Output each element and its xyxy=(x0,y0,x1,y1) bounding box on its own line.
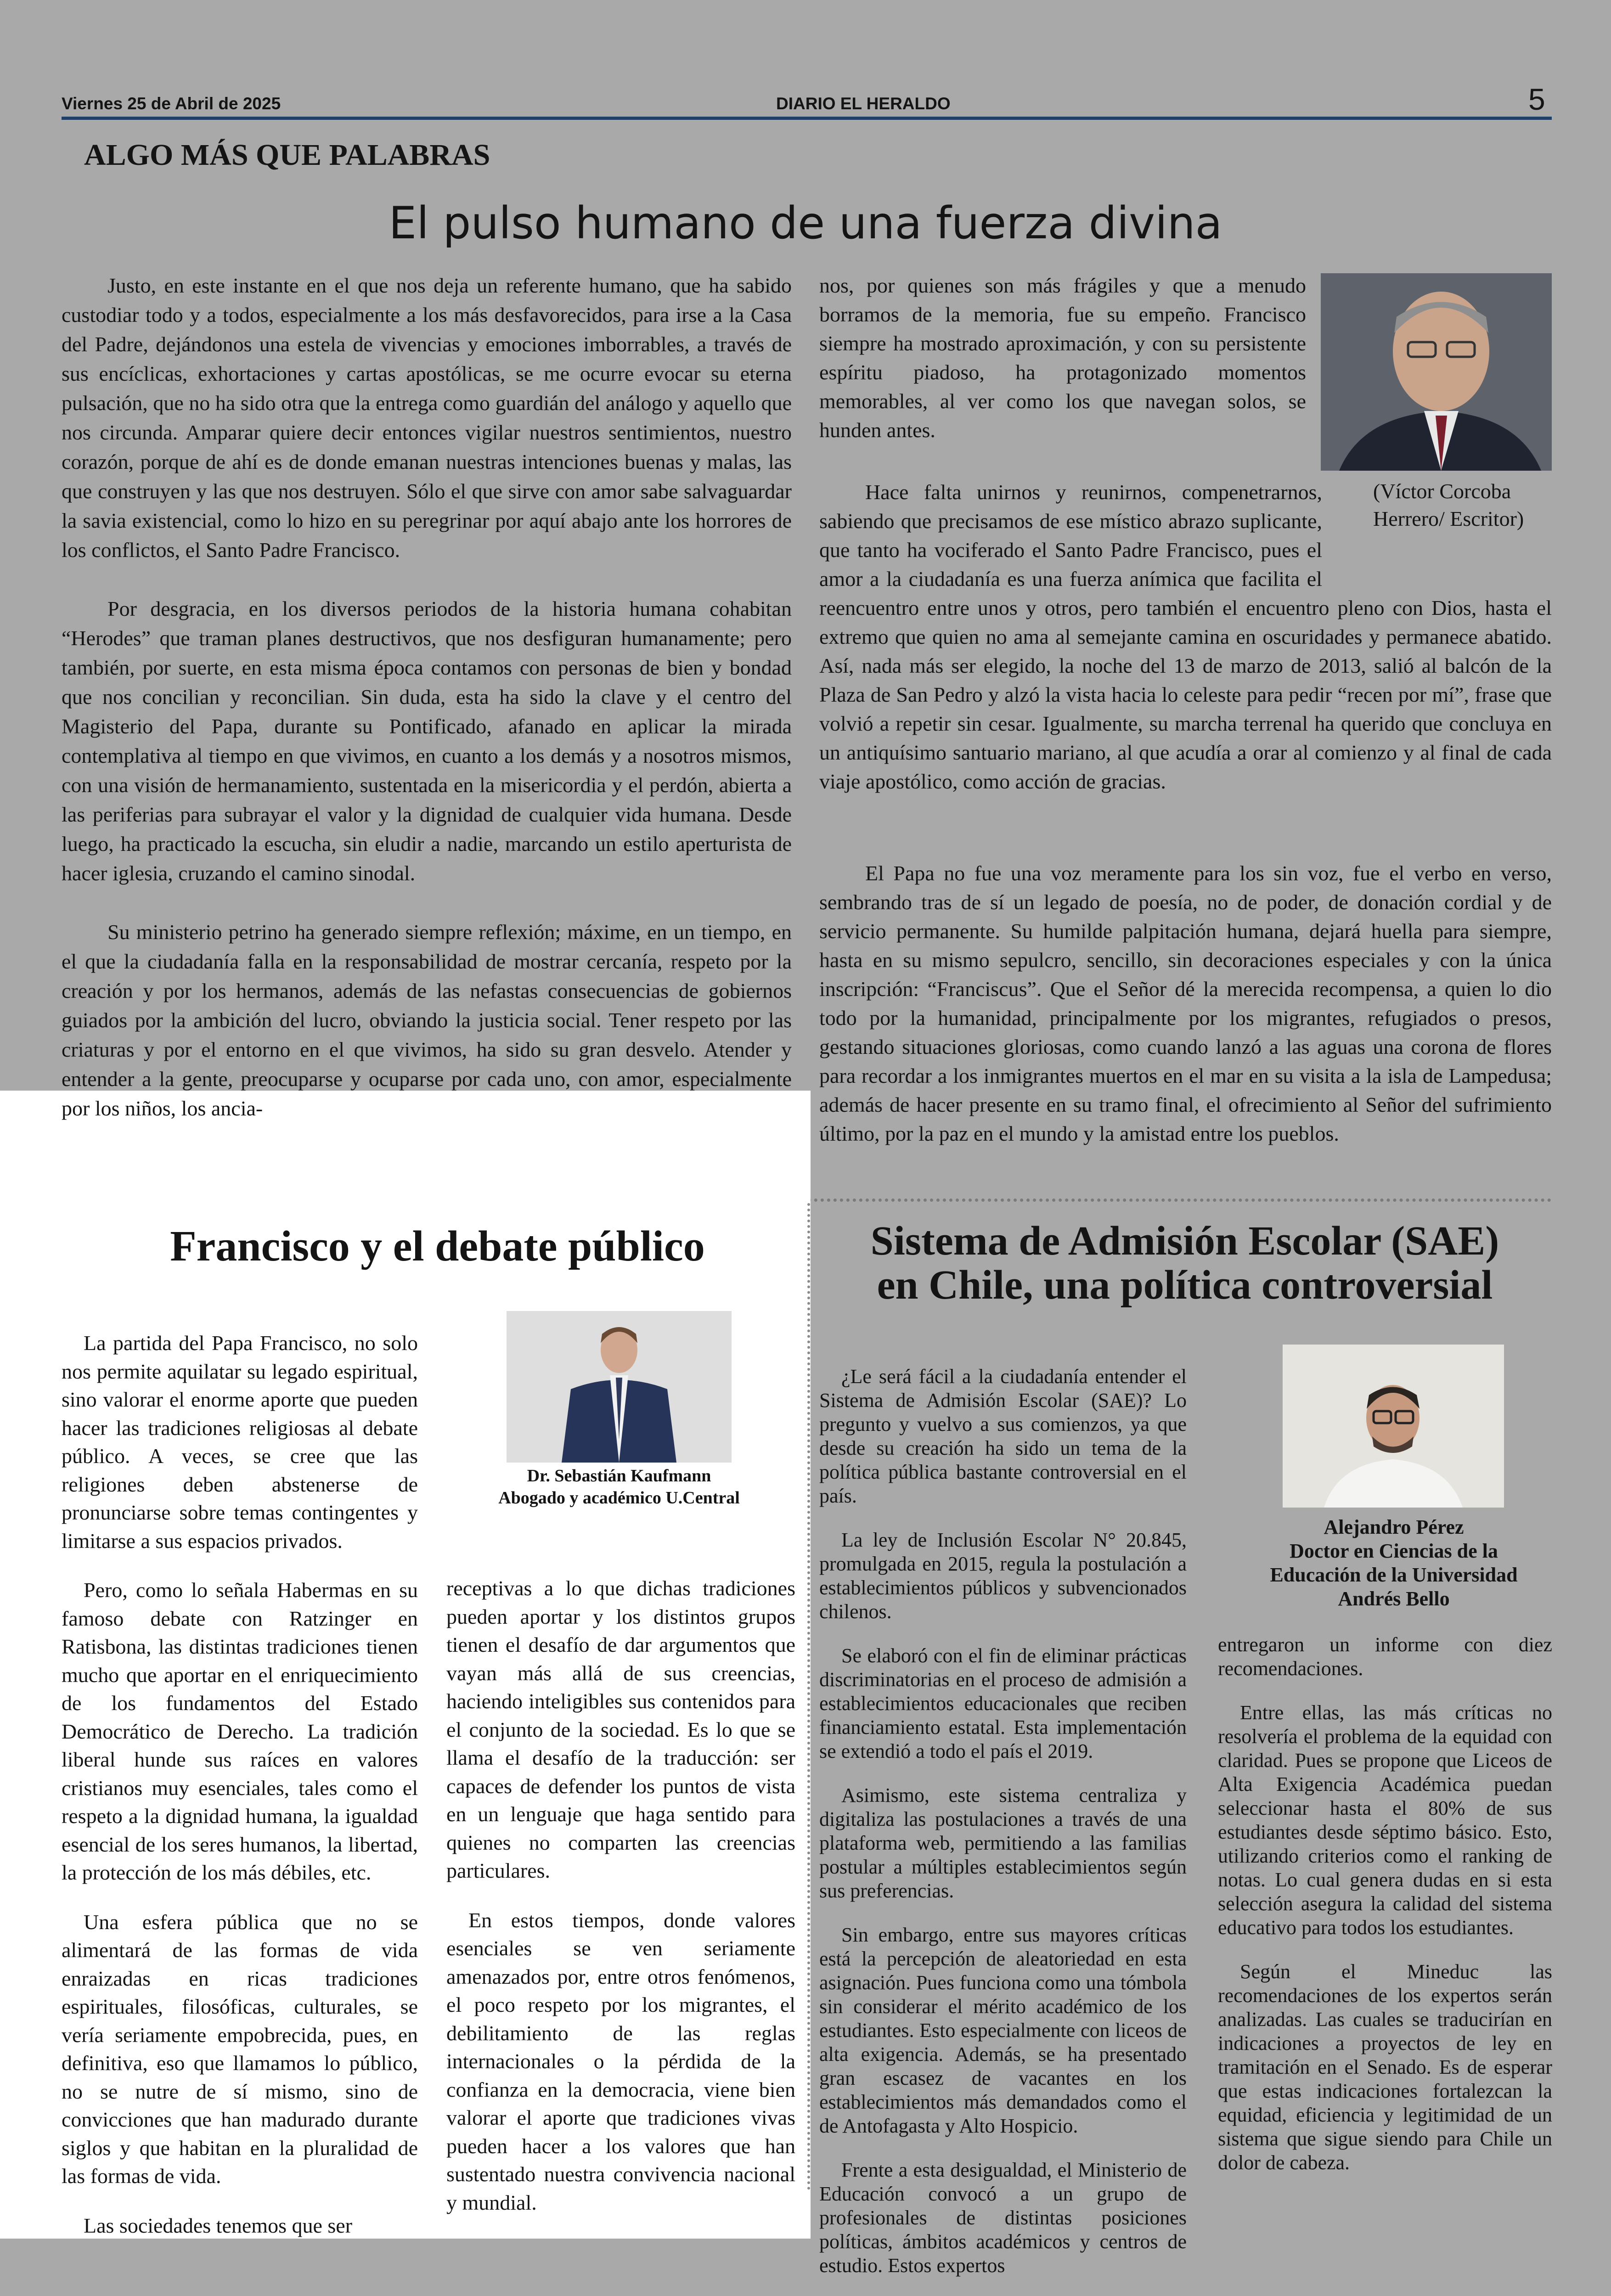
article3-title-line: en Chile, una política controversial xyxy=(877,1262,1493,1308)
author-photo xyxy=(1283,1345,1504,1508)
article1-paragraph: nos, por quienes son más frágiles y que a menudo borramos de la memoria, fue su empeño. Francisco siempre ha mostrado aproximación, y con su persistente espíritu piadoso, ha protagonizado momentos memorables, al ver como los que navegan solos, se hunden antes. xyxy=(819,274,1306,442)
article2-paragraph: Las sociedades tenemos que ser xyxy=(84,2213,353,2237)
article2-title: Francisco y el debate público xyxy=(170,1222,705,1270)
page-number: 5 xyxy=(1528,82,1545,116)
article-divider xyxy=(807,1203,810,2190)
author-portrait-icon xyxy=(1321,273,1552,471)
article1-column-right-bottom xyxy=(819,859,1552,1148)
author-name: Dr. Sebastián Kaufmann xyxy=(527,1466,711,1486)
article1-paragraph: Hace falta unirnos y reunirnos, compenetrarnos, sabiendo que precisamos de ese místico abrazo suplicante, que tanto ha vociferado el Santo Padre Francisco, pues el amor a la ciudadanía es una fuerza anímica que facilita el reencuentro entre unos y otros, pero también el encuentro pleno con Dios, hasta el extremo que quien no ama al semejante camina en oscuridades y permanece abatido. Así, nada más ser elegido, la noche del 13 de marzo de 2013, salió al balcón de la Plaza de San Pedro y alzó la vista hacia lo celeste para pedir “recen por mí”, frase que volvió a repetir sin cesar. Igualmente, su marcha terrenal ha querido que concluya en un antiquísimo santuario mariano, al que acudía a orar al comienzo y al final de cada viaje apostólico, como acción de gracias. xyxy=(819,480,1552,793)
newspaper-name: DIARIO EL HERALDO xyxy=(776,94,951,113)
article3-paragraph: Sin embargo, entre sus mayores críticas está la percepción de aleatoriedad en esta asignación. Pues funciona como una tómbola sin considerar el mérito académico de los estudiantes. Esto especialmente con liceos de alta exigencia. Además, se ha presentado gran escasez de vacantes en los establecimientos más demandados como el de Antofagasta y Alto Hospicio. xyxy=(819,1924,1187,2137)
author-name: (Víctor Corcoba xyxy=(1373,479,1511,503)
article3-paragraph: Entre ellas, las más críticas no resolvería el problema de la equidad con claridad. Pues se propone que Liceos de Alta Exigencia Académica puedan seleccionar hasta el 80% de sus estudiantes desde séptimo básico. Esto, utilizando criterios como el ranking de notas. Lo cual genera dudas en si esta selección asegura la calidad del sistema educativo para todos los estudiantes. xyxy=(1218,1701,1552,1939)
article3-paragraph: La ley de Inclusión Escolar N° 20.845, promulgada en 2015, regula la postulación a establecimientos públicos y subvencionados chilenos. xyxy=(819,1529,1187,1623)
article2-column-left xyxy=(62,1308,418,2261)
author-role: Herrero/ Escritor) xyxy=(1373,507,1524,530)
article1-column-right-mid xyxy=(819,478,1552,796)
article3-column-left xyxy=(819,1345,1187,2296)
article1-column-right-top xyxy=(819,271,1306,445)
article1-paragraph: Por desgracia, en los diversos periodos de la historia humana cohabitan “Herodes” que traman planes destructivos, que nos desfiguran humanamente; pero también, por suerte, en esta misma época contamos con personas de bien y bondad que nos concilian y reconcilian. Sin duda, esta ha sido la clave y el centro del Magisterio del Papa, durante su Pontificado, afanado en aplicar la mirada contemplativa al tiempo en que vivimos, en cuanto a los demás y a nosotros mismos, con una visión de hermanamiento, sustentada en la misericordia y el perdón, abierta a las periferias para subrayar el valor y la dignidad de cualquier vida humana. Desde luego, ha practicado la escucha, sin eludir a nadie, marcando un estilo aperturista de hacer iglesia, cruzando el camino sinodal. xyxy=(62,597,792,885)
article3-paragraph: Se elaboró con el fin de eliminar prácticas discriminatorias en el proceso de admisión a establecimientos educacionales que reciben financiamiento estatal. Esta implementación se extendió a todo el país el 2019. xyxy=(819,1644,1187,1762)
author-caption xyxy=(1222,1515,1566,1611)
article-title: El pulso humano de una fuerza divina xyxy=(389,197,1222,249)
article2-paragraph: Una esfera pública que no se alimentará de las formas de vida enraizadas en ricas tradiciones espirituales, filosóficas, culturales, se vería seriamente empobrecida, pues, en definitiva, eso que llamamos lo público, no se nutre de sí mismo, sino de convicciones que han madurado durante siglos y que habitan en la pluralidad de las formas de vida. xyxy=(62,1910,418,2188)
article2-column-right xyxy=(446,1553,795,2238)
header-rule xyxy=(62,117,1552,120)
section-title: ALGO MÁS QUE PALABRAS xyxy=(84,138,490,172)
article3-column-right xyxy=(1218,1613,1552,2195)
article1-paragraph: Su ministerio petrino ha generado siempre reflexión; máxime, en un tiempo, en el que la ciudadanía falla en la responsabilidad de mostrar cercanía, respeto por la creación y por los hermanos, además de las nefastas consecuencias de gobiernos guiados por la ambición del lucro, obviando la justicia social. Tener respeto por las criaturas y por el entorno en el que vivimos, ha sido su gran desvelo. Atender y entender a la gente, preocuparse y ocuparse por cada uno, con amor, especialmente por los niños, los ancia- xyxy=(62,920,792,1120)
article3-paragraph: Según el Mineduc las recomendaciones de los expertos serán analizadas. Las cuales se traducirían en indicaciones a proyectos de ley en tramitación en el Senado. Es de esperar que estas indicaciones fortalezcan la equidad, eficiencia y legitimidad de un sistema que sigue siendo para Chile un dolor de cabeza. xyxy=(1218,1960,1552,2174)
article3-paragraph: ¿Le será fácil a la ciudadanía entender el Sistema de Admisión Escolar (SAE)? Lo pregunto y vuelvo a sus comienzos, ya que desde su creación ha sido un tema de la política pública bastante controversial en el país. xyxy=(819,1365,1187,1507)
author-photo xyxy=(1321,273,1552,471)
article2-paragraph: En estos tiempos, donde valores esenciales se ven seriamente amenazados por, entre otros fenómenos, el poco respeto por los migrantes, el debilitamiento de las reglas internacionales o la pérdida de la confianza en la democracia, viene bien valorar el aporte que tradiciones vivas pueden hacer a los valores que han sustentado nuestra convivencia nacional y mundial. xyxy=(446,1908,795,2214)
issue-date: Viernes 25 de Abril de 2025 xyxy=(62,94,281,113)
article3-paragraph: entregaron un informe con diez recomendaciones. xyxy=(1218,1633,1552,1680)
article3-paragraph: Frente a esta desigualdad, el Ministerio de Educación convocó a un grupo de profesionales de distintas posiciones políticas, ámbitos académicos y centros de estudio. Estos expertos xyxy=(819,2159,1187,2277)
article3-title xyxy=(817,1219,1552,1307)
author-credential: Educación de la Universidad xyxy=(1270,1564,1518,1586)
article2-paragraph: La partida del Papa Francisco, no solo nos permite aquilatar su legado espiritual, sino valorar el enorme aporte que pueden hacer las tradiciones religiosas al debate público. A veces, se cree que las religiones deben abstenerse de pronunciarse sobre temas contingentes y limitarse a sus espacios privados. xyxy=(62,1331,418,1553)
author-credential: Doctor en Ciencias de la xyxy=(1290,1540,1498,1562)
article1-paragraph: Justo, en este instante en el que nos deja un referente humano, que ha sabido custodiar todo y a todos, especialmente a los más desfavorecidos, para irse a la Casa del Padre, dejándonos una estela de vivencias y emociones imborrables, a través de sus encíclicas, exhortaciones y cartas apostólicas, se me ocurre evocar su eterna pulsación, que no ha sido otra que la entrega como guardián del análogo y aquello que nos circunda. Amparar quiere decir entonces vigilar nuestros sentimientos, nuestro corazón, porque de ahí es de donde emanan nuestras intenciones buenas y malas, las que construyen y las que nos destruyen. Sólo el que sirve con amor sabe salvaguardar la savia existencial, como lo hizo en su peregrinar por aquí abajo ante los horrores de los conflictos, el Santo Padre Francisco. xyxy=(62,274,792,562)
article3-paragraph: Asimismo, este sistema centraliza y digitaliza las postulaciones a través de una plataforma web, permitiendo a las familias postular a múltiples establecimientos según sus preferencias. xyxy=(819,1784,1187,1902)
author-role: Abogado y académico U.Central xyxy=(498,1488,740,1508)
author-name: Alejandro Pérez xyxy=(1324,1516,1464,1538)
article1-paragraph: El Papa no fue una voz meramente para los sin voz, fue el verbo en verso, sembrando tras de sí un legado de poesía, no de poder, de donación cordial y de servicio permanente. Su humilde palpitación humana, dejará huella para siempre, hasta en su mismo sepulcro, sencillo, sin decoraciones especiales y con la única inscripción: “Franciscus”. Que el Señor dé la merecida recompensa, a quien lo dio todo por la humanidad, principalmente por los migrantes, refugiados o presos, gestando situaciones gloriosas, como cuando lanzó a las aguas una corona de flores para recordar a los inmigrantes muertos en el mar en su visita a la isla de Lampedusa; además de hacer presente en su tramo final, el ofrecimiento al Señor del sufrimiento último, por la paz en el mundo y la amistad entre los pueblos. xyxy=(819,861,1552,1145)
article3-title-line: Sistema de Admisión Escolar (SAE) xyxy=(870,1218,1499,1264)
article1-column-left xyxy=(62,271,792,1123)
author-portrait-icon xyxy=(1283,1345,1504,1508)
author-credential: Andrés Bello xyxy=(1338,1587,1450,1610)
article2-paragraph: receptivas a lo que dichas tradiciones pueden aportar y los distintos grupos tienen el desafío de dar argumentos que vayan más allá de sus creencias, haciendo inteligibles sus contenidos para el conjunto de la sociedad. Es lo que se llama el desafío de la traducción: ser capaces de defender los puntos de vista en un lenguaje que haga sentido para quienes no comparten las creencias particulares. xyxy=(446,1576,795,1882)
author-caption xyxy=(478,1465,760,1509)
article2-paragraph: Pero, como lo señala Habermas en su famoso debate con Ratzinger en Ratisbona, las distintas tradiciones tienen mucho que aportar en el enriquecimiento de los fundamentos del Estado Democrático de Derecho. La tradición liberal hunde sus raíces en valores cristianos muy esenciales, tales como el respeto a la dignidad humana, la igualdad esencial de los seres humanos, la libertad, la protección de los más débiles, etc. xyxy=(62,1578,418,1884)
author-portrait-icon xyxy=(507,1311,732,1463)
author-photo xyxy=(507,1311,732,1463)
